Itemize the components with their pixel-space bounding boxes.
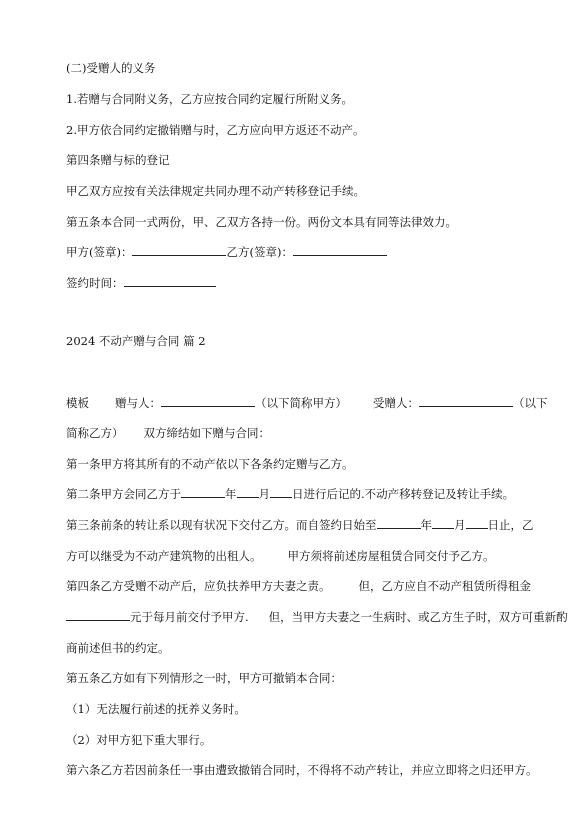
article-4-text-c: 元于每月前交付予甲方. bbox=[130, 610, 249, 624]
clause-item-1: 1.若赠与合同附义务，乙方应按合同约定履行所附义务。 bbox=[66, 92, 353, 106]
parties-row-cont bbox=[66, 425, 270, 441]
clause-item-2: 2.甲方依合同约定撤销赠与时，乙方应向甲方返还不动产。 bbox=[66, 123, 365, 137]
article-5-item-1: （1）无法履行前述的抚养义务时。 bbox=[66, 702, 246, 716]
sign-time-row bbox=[66, 275, 216, 291]
article-3-text-a: 第三条前条的转让系以现有状况下交付乙方。而自签约日始至 bbox=[66, 518, 377, 532]
article-2-month-blank bbox=[237, 486, 259, 498]
article-5-item-2: （2）对甲方犯下重大罪行。 bbox=[66, 733, 212, 747]
article-1: 第一条甲方将其所有的不动产依以下各条约定赠与乙方。 bbox=[66, 457, 354, 471]
article-2-text-b: 日进行后记的.不动产移转登记及转让手续。 bbox=[292, 487, 515, 501]
article-2-year-label: 年 bbox=[225, 487, 237, 501]
article-3-text-d: 甲方须将前述房屋租赁合同交付予乙方。 bbox=[287, 549, 495, 563]
donor-note: （以下简称甲方） bbox=[255, 396, 347, 410]
article-3-day-blank bbox=[466, 517, 488, 529]
article-4-line2 bbox=[66, 609, 568, 625]
article-3-line1 bbox=[66, 517, 534, 533]
party-b-sign-label: 乙方(签章)： bbox=[226, 245, 293, 259]
party-b-sign-blank bbox=[293, 244, 387, 256]
sign-time-blank bbox=[124, 275, 216, 287]
article-3-text-c: 方可以继受为不动产建筑物的出租人。 bbox=[66, 549, 262, 563]
article-4-text-d: 但，当甲方夫妻之一生病时、或乙方生子时，双方可重新酌 bbox=[268, 610, 568, 624]
party-a-sign-blank bbox=[132, 244, 226, 256]
template-label: 模板 bbox=[66, 396, 89, 410]
article-4-line1 bbox=[66, 578, 531, 594]
parties-row bbox=[66, 395, 548, 411]
article-3-month-blank bbox=[432, 517, 454, 529]
article-2-text-a: 第二条甲方会同乙方于 bbox=[66, 487, 181, 501]
article-2 bbox=[66, 486, 514, 502]
article-4-text-a: 第四条乙方受赠不动产后，应负扶养甲方夫妻之责。 bbox=[66, 579, 331, 593]
donee-label: 受赠人： bbox=[373, 396, 419, 410]
signature-row bbox=[66, 244, 387, 260]
agreement-text: 双方缔结如下赠与合同： bbox=[143, 426, 270, 440]
article-3-month-label: 月 bbox=[454, 518, 466, 532]
article-6: 第六条乙方若因前条任一事由遭致撤销合同时，不得将不动产转让，并应立即将之归还甲方。 bbox=[66, 763, 538, 777]
article-3-year-blank bbox=[377, 517, 421, 529]
article-3-text-b: 日止，乙 bbox=[487, 518, 534, 532]
donee-note: （以下 bbox=[513, 396, 548, 410]
article-3-line2 bbox=[66, 548, 495, 564]
donor-blank bbox=[161, 395, 255, 407]
article-5: 第五条乙方如有下列情形之一时，甲方可撤销本合同： bbox=[66, 671, 342, 685]
section-heading-donee-duties: (二)受赠人的义务 bbox=[66, 61, 156, 75]
sign-time-label: 签约时间： bbox=[66, 276, 124, 290]
article-3-year-label: 年 bbox=[420, 518, 432, 532]
article-4-title: 第四条赠与标的登记 bbox=[66, 153, 170, 167]
article-2-year-blank bbox=[181, 486, 225, 498]
article-2-month-label: 月 bbox=[258, 487, 270, 501]
article-4-text-b: 但，乙方应自不动产租赁所得租金 bbox=[358, 579, 531, 593]
rent-amount-blank bbox=[66, 609, 130, 621]
article-2-day-blank bbox=[270, 486, 292, 498]
party-a-sign-label: 甲方(签章)： bbox=[66, 245, 133, 259]
donee-note-cont: 简称乙方） bbox=[66, 426, 124, 440]
donor-label: 赠与人： bbox=[115, 396, 161, 410]
article-5-text: 第五条本合同一式两份，甲、乙双方各持一份。两份文本具有同等法律效力。 bbox=[66, 215, 457, 229]
article-4-text: 甲乙双方应按有关法律规定共同办理不动产转移登记手续。 bbox=[66, 184, 365, 198]
donee-blank bbox=[419, 395, 513, 407]
contract-title: 2024 不动产赠与合同 篇 2 bbox=[66, 334, 206, 348]
article-4-line3: 商前述但书的约定。 bbox=[66, 641, 170, 655]
